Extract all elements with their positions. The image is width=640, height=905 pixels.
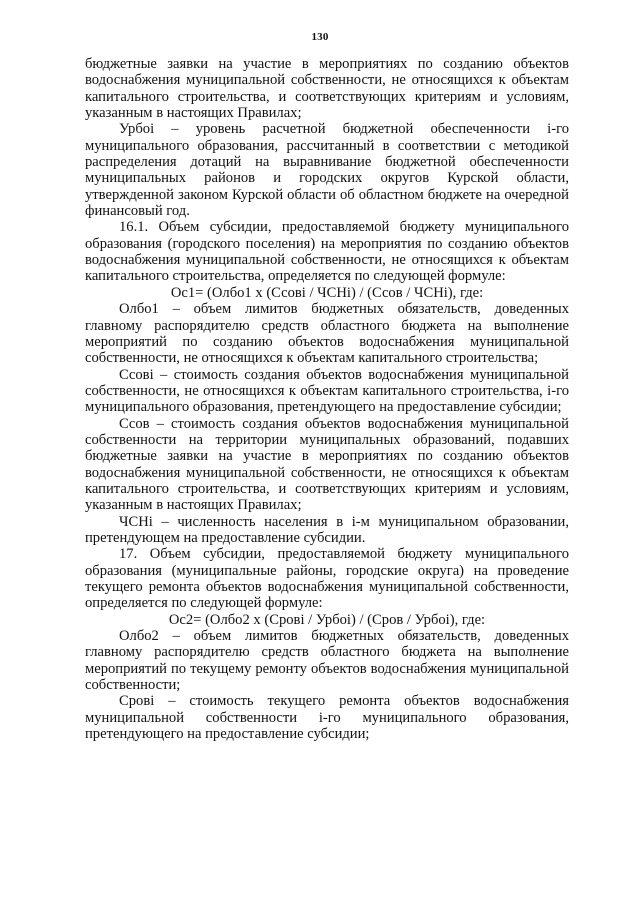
paragraph-clause-17: 17. Объем субсидии, предоставляемой бюджету муниципального образования (муниципальные районы, городские округа) на проведение текущего ремонта объектов водоснабжения муниципальной собственности, определяется по следующей формуле: — [85, 546, 569, 612]
formula-os1: Ос1= (Олбо1 х (Ссовi / ЧСНi) / (Ссов / ЧСНi), где: — [170, 284, 484, 301]
paragraph-urboi-definition: Урбоi – уровень расчетной бюджетной обеспеченности i-го муниципального образования, рассчитанный в соответствии с методикой распределения дотаций на выравнивание бюджетной обеспеченности муниципальных районов и городских округов Курской области, утвержденной законом Курской области об областном бюджете на очередной финансовый год. — [85, 121, 569, 220]
page-number: 130 — [311, 31, 329, 43]
paragraph-ssov-definition: Ссов – стоимость создания объектов водоснабжения муниципальной собственности на территории муниципальных образований, подавших бюджетные заявки на участие в мероприятиях по созданию объектов водоснабжения муниципальной собственности, не относящихся к объектам капитального строительства, и соответствующих критериям и условиям, указанным в настоящих Правилах; — [85, 415, 569, 514]
paragraph-olbo2-definition: Олбо2 – объем лимитов бюджетных обязательств, доведенных главному распорядителю средств областного бюджета на выполнение мероприятий по текущему ремонту объектов водоснабжения муниципальной собственности; — [85, 628, 569, 694]
formula-os2: Ос2= (Олбо2 х (Сровi / Урбоi) / (Сров / Урбоi), где: — [168, 611, 486, 628]
paragraph-continuation: бюджетные заявки на участие в мероприятиях по созданию объектов водоснабжения муниципальной собственности, не относящихся к объектам капитального строительства, и соответствующих критериям и условиям, указанным в настоящих Правилах; — [85, 56, 569, 122]
paragraph-chsni-definition: ЧСНi – численность населения в i-м муниципальном образовании, претендующем на предоставление субсидии. — [85, 513, 569, 546]
paragraph-olbo1-definition: Олбо1 – объем лимитов бюджетных обязательств, доведенных главному распорядителю средств областного бюджета на выполнение мероприятий по созданию объектов водоснабжения муниципальной собственности, не относящихся к объектам капитального строительства; — [85, 301, 569, 367]
paragraph-clause-16-1: 16.1. Объем субсидии, предоставляемой бюджету муниципального образования (городского поселения) на мероприятия по созданию объектов водоснабжения муниципальной собственности, не относящихся к объектам капитального строительства, определяется по следующей формуле: — [85, 219, 569, 285]
paragraph-ssovi-definition: Ссовi – стоимость создания объектов водоснабжения муниципальной собственности, не относящихся к объектам капитального строительства, i-го муниципального образования, претендующего на предоставление субсидии; — [85, 366, 569, 416]
document-body — [85, 56, 569, 742]
paragraph-srovi-definition: Сровi – стоимость текущего ремонта объектов водоснабжения муниципальной собственности i-го муниципального образования, претендующего на предоставление субсидии; — [85, 693, 569, 743]
